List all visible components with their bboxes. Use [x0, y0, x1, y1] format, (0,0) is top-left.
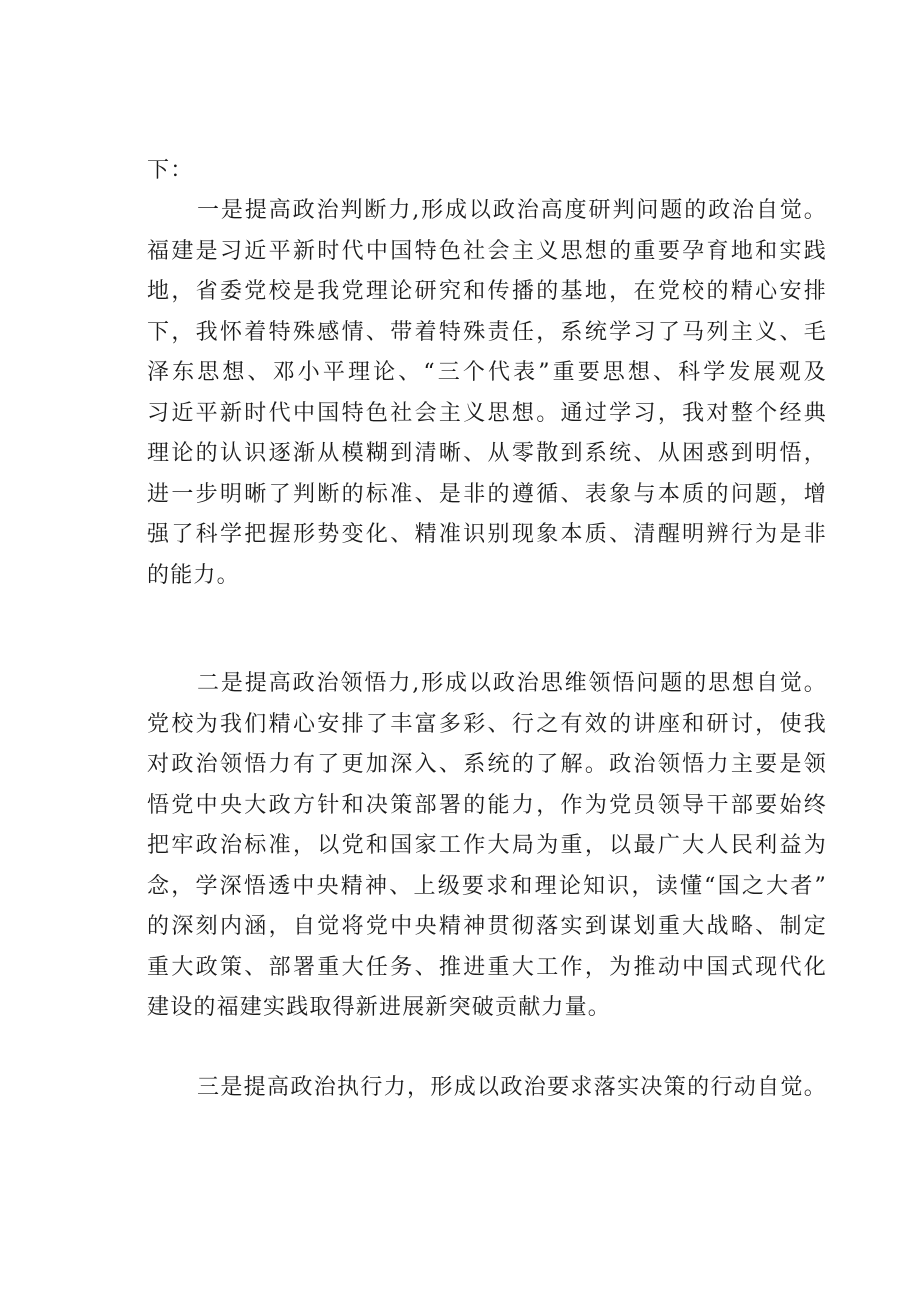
paragraph-line: 把牢政治标准，以党和国家工作大局为重，以最广大人民利益为: [147, 833, 827, 858]
paragraph-line: 悟党中央大政方针和决策部署的能力，作为党员领导干部要始终: [147, 792, 827, 818]
paragraph-line: 地，省委党校是我党理论研究和传播的基地，在党校的精心安排: [147, 279, 827, 304]
paragraph-line: 下：: [147, 158, 194, 183]
paragraph-heading-line: 一是提高政治判断力,形成以政治高度研判问题的政治自觉。: [197, 198, 827, 223]
paragraph-line: 建设的福建实践取得新进展新突破贡献力量。: [147, 995, 612, 1020]
paragraph-line: 的深刻内涵，自觉将党中央精神贯彻落实到谋划重大战略、制定: [147, 914, 827, 939]
paragraph-political-execution: [147, 1068, 827, 1109]
paragraph-fragment: [147, 151, 827, 192]
paragraph-line: 念，学深悟透中央精神、上级要求和理论知识，读懂“国之大者”: [147, 873, 827, 899]
paragraph-heading-line: 三是提高政治执行力，形成以政治要求落实决策的行动自觉。: [197, 1075, 827, 1100]
paragraph-line: 对政治领悟力有了更加深入、系统的了解。政治领悟力主要是领: [147, 752, 827, 777]
paragraph-line: 强了科学把握形势变化、精准识别现象本质、清醒明辨行为是非: [147, 522, 827, 547]
paragraph-line: 的能力。: [147, 562, 240, 588]
paragraph-heading-line: 二是提高政治领悟力,形成以政治思维领悟问题的思想自觉。: [197, 671, 827, 696]
paragraph-political-judgment: [147, 191, 827, 596]
paragraph-line: 理论的认识逐渐从模糊到清晰、从零散到系统、从困惑到明悟，: [147, 441, 827, 466]
paragraph-line: 习近平新时代中国特色社会主义思想。通过学习，我对整个经典: [147, 400, 827, 426]
paragraph-line: 党校为我们精心安排了丰富多彩、行之有效的讲座和研讨，使我: [147, 711, 827, 737]
paragraph-line: 下，我怀着特殊感情、带着特殊责任，系统学习了马列主义、毛: [147, 319, 827, 345]
paragraph-line: 重大政策、部署重大任务、推进重大工作，为推动中国式现代化: [147, 954, 827, 980]
paragraph-line: 泽东思想、邓小平理论、“三个代表”重要思想、科学发展观及: [147, 360, 827, 385]
paragraph-line: 进一步明晰了判断的标准、是非的遵循、表象与本质的问题，增: [147, 481, 827, 507]
paragraph-line: 福建是习近平新时代中国特色社会主义思想的重要孕育地和实践: [147, 238, 827, 264]
paragraph-political-comprehension: [147, 664, 827, 1029]
